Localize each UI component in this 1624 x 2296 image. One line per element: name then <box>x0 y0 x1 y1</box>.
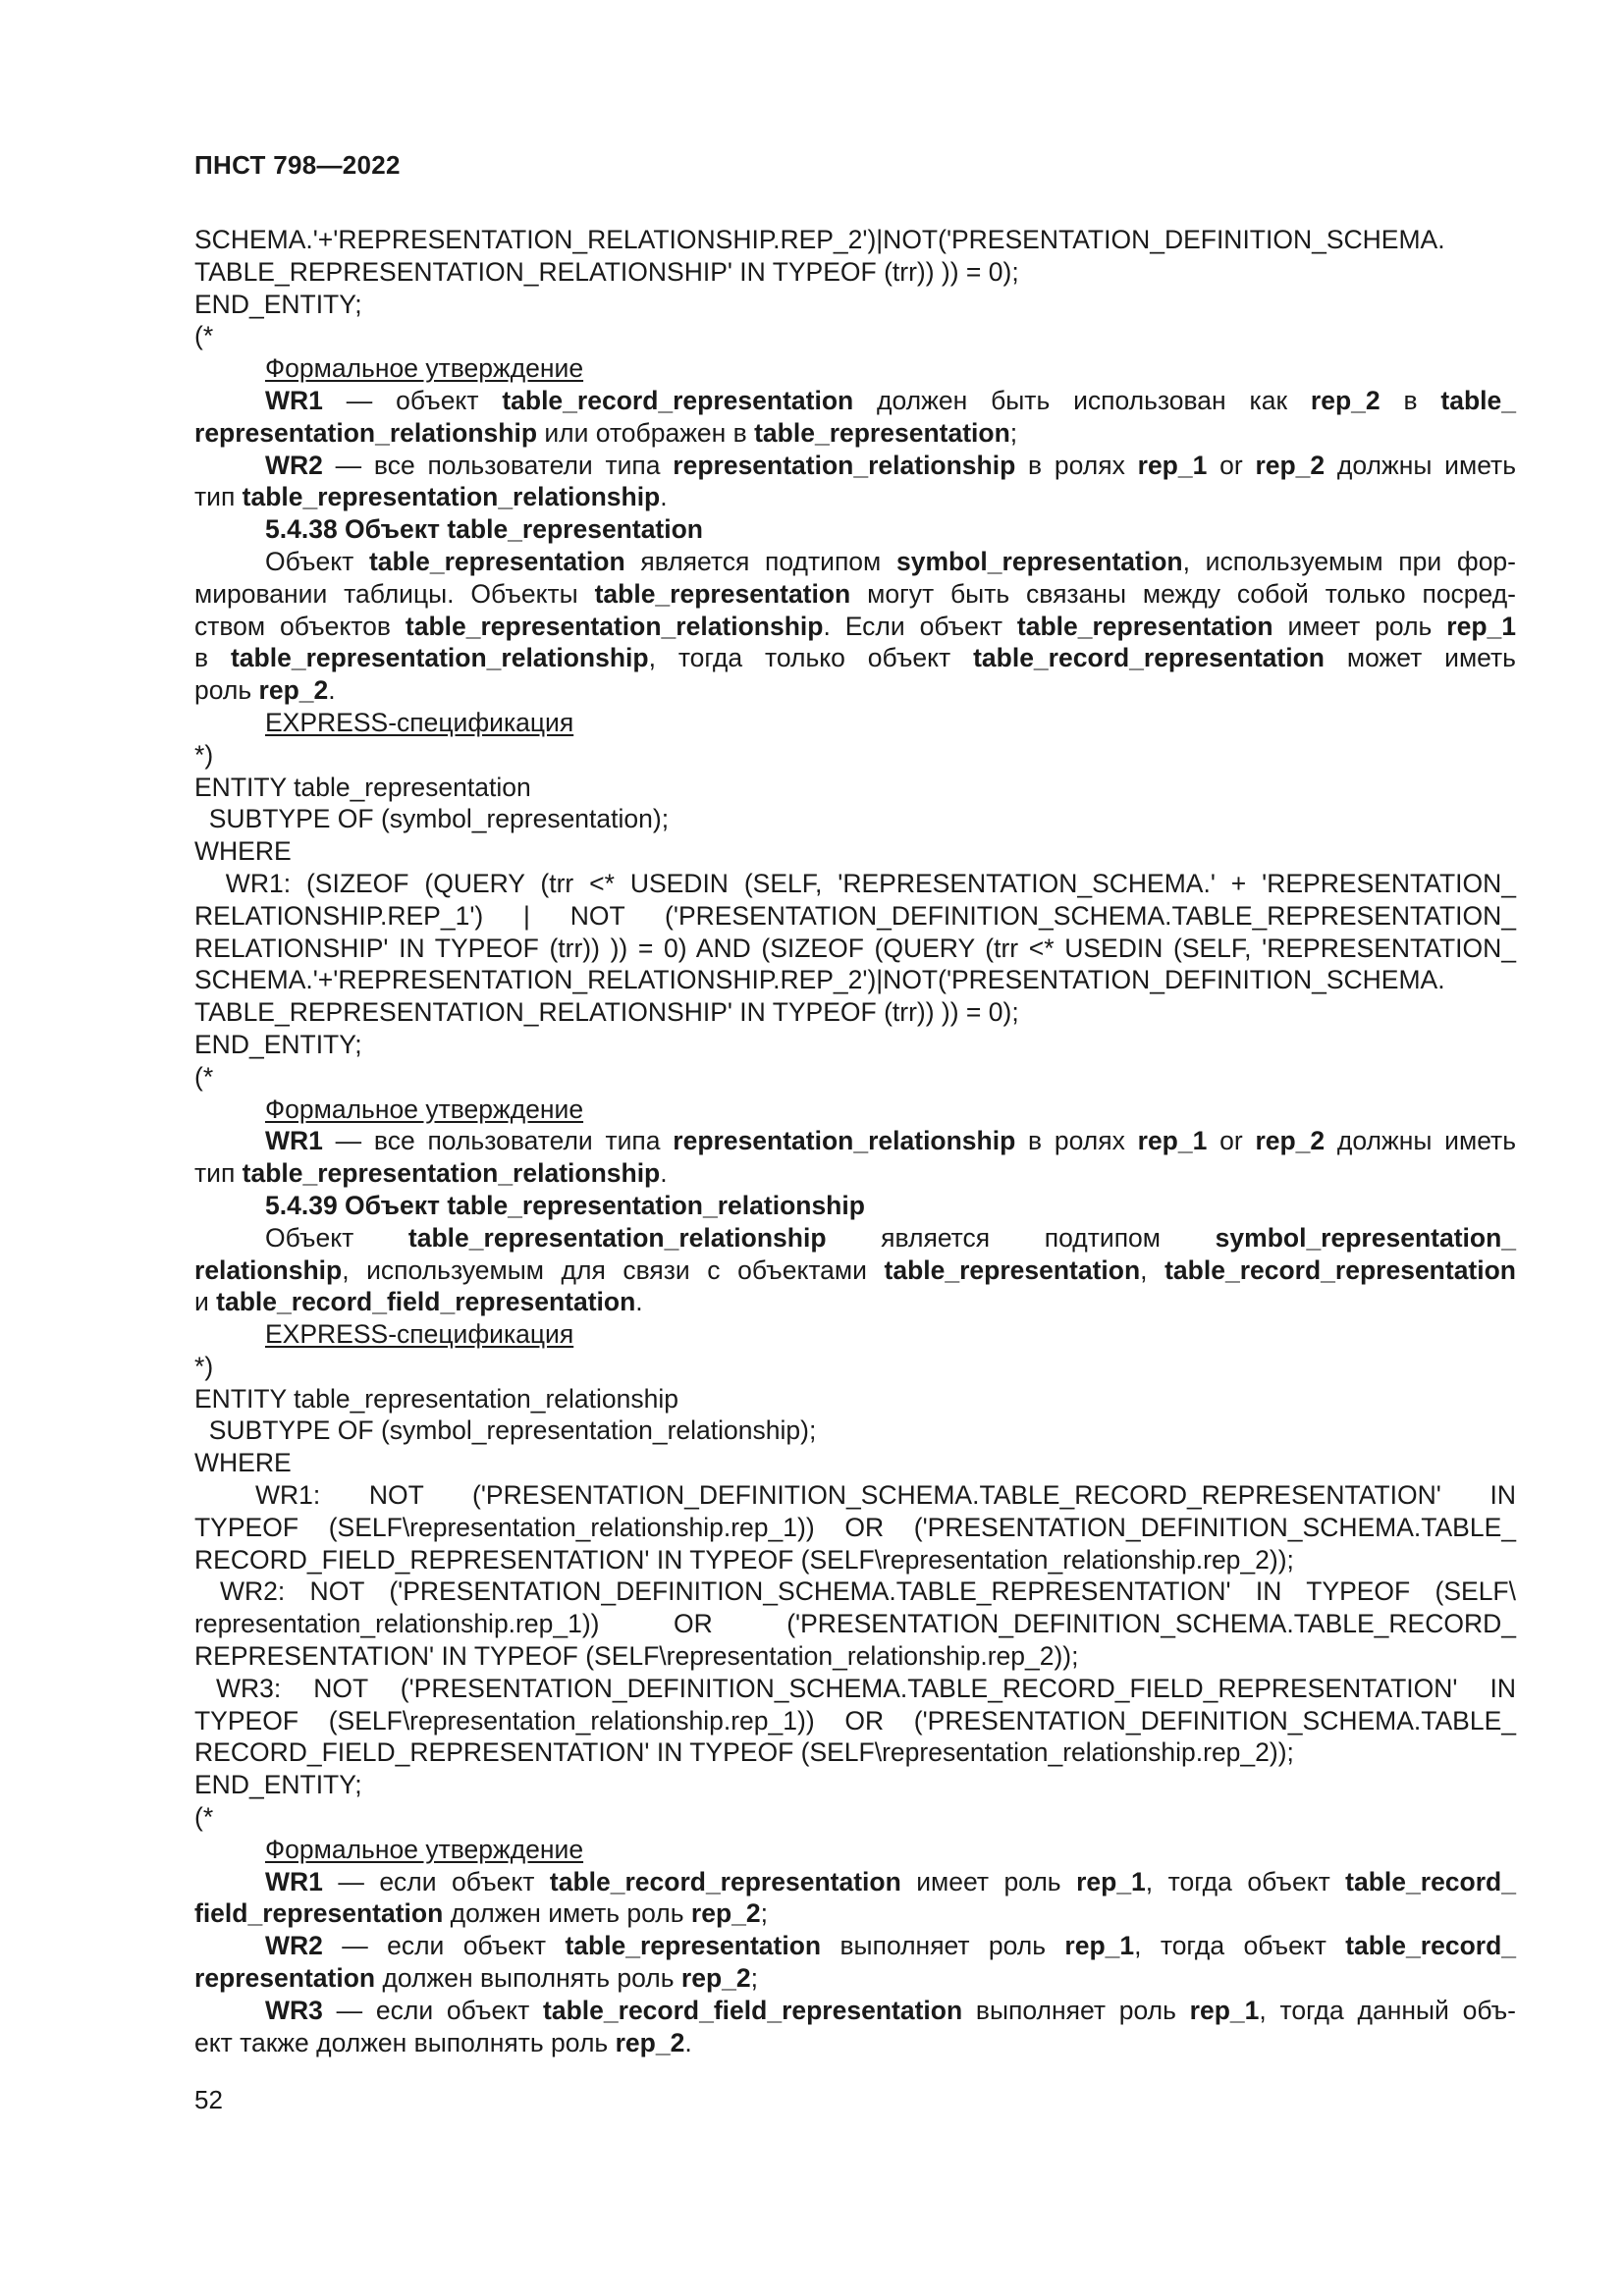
code-line: TYPEOF (SELF\representation_relationship.rep_1)) OR ('PRESENTATION_DEFINITION_SCHEMA.TABLE_ <box>194 1512 1516 1542</box>
formal-statement-heading: Формальное утверждение <box>265 1834 584 1864</box>
code-line: WHERE <box>194 836 292 867</box>
code-line: ENTITY table_representation_relationship <box>194 1383 678 1414</box>
code-line: (* <box>194 1802 214 1833</box>
rule-wr2-cont: representation должен выполнять роль rep_2; <box>194 1963 758 1994</box>
section-paragraph: роль rep_2. <box>194 675 336 706</box>
rule-wr1-cont: field_representation должен иметь роль rep_2; <box>194 1898 769 1929</box>
code-line: REPRESENTATION' IN TYPEOF (SELF\representation_relationship.rep_2)); <box>194 1641 1079 1672</box>
code-line: RECORD_FIELD_REPRESENTATION' IN TYPEOF (SELF\representation_relationship.rep_2)); <box>194 1544 1294 1575</box>
code-line: WR2: NOT ('PRESENTATION_DEFINITION_SCHEMA.TABLE_REPRESENTATION' IN TYPEOF (SELF\ <box>220 1576 1516 1607</box>
page-content <box>194 224 1516 2058</box>
code-line: RELATIONSHIP' IN TYPEOF (trr)) )) = 0) AND (SIZEOF (QUERY (trr <* USEDIN (SELF, 'REPRESENTATION_ <box>194 933 1516 963</box>
code-line: TABLE_REPRESENTATION_RELATIONSHIP' IN TYPEOF (trr)) )) = 0); <box>194 256 1019 287</box>
rule-wr3-cont: ект также должен выполнять роль rep_2. <box>194 2027 692 2057</box>
section-paragraph: мировании таблицы. Объекты table_representation могут быть связаны между собой только посред- <box>194 578 1516 609</box>
express-spec-heading: EXPRESS-спецификация <box>265 1319 574 1350</box>
section-title-5-4-38: 5.4.38 Объект table_representation <box>265 514 703 545</box>
rule-wr2: WR2 — все пользователи типа representation_relationship в ролях rep_1 or rep_2 должны иметь <box>265 450 1516 480</box>
code-line: SUBTYPE OF (symbol_representation_relationship); <box>194 1415 817 1446</box>
code-line: END_ENTITY; <box>194 1029 362 1059</box>
section-paragraph: в table_representation_relationship, тогда только объект table_record_representation может иметь <box>194 643 1516 673</box>
code-line: *) <box>194 739 214 770</box>
rule-wr2-cont: тип table_representation_relationship. <box>194 482 668 512</box>
express-spec-heading: EXPRESS-спецификация <box>265 707 574 737</box>
section-title-5-4-39: 5.4.39 Объект table_representation_relationship <box>265 1190 865 1220</box>
code-line: WR1: (SIZEOF (QUERY (trr <* USEDIN (SELF, 'REPRESENTATION_SCHEMA.' + 'REPRESENTATION_ <box>194 868 1516 898</box>
code-line: WHERE <box>194 1448 292 1478</box>
rule-wr1-cont: тип table_representation_relationship. <box>194 1158 668 1189</box>
code-line: END_ENTITY; <box>194 1770 362 1800</box>
document-id-header: ПНСТ 798—2022 <box>194 150 401 180</box>
code-line: TYPEOF (SELF\representation_relationship.rep_1)) OR ('PRESENTATION_DEFINITION_SCHEMA.TABLE_ <box>194 1705 1516 1735</box>
rule-wr1-cont: representation_relationship или отображен в table_representation; <box>194 417 1018 448</box>
code-line: WR3: NOT ('PRESENTATION_DEFINITION_SCHEMA.TABLE_RECORD_FIELD_REPRESENTATION' IN <box>216 1673 1516 1703</box>
rule-wr1: WR1 — объект table_record_representation должен быть использован как rep_2 в table_ <box>265 385 1516 415</box>
rule-wr1: WR1 — все пользователи типа representation_relationship в ролях rep_1 or rep_2 должны иметь <box>265 1126 1516 1156</box>
section-paragraph: relationship, используемым для связи с объектами table_representation, table_record_representation <box>194 1255 1516 1285</box>
page-number: 52 <box>194 2085 223 2114</box>
section-paragraph: ством объектов table_representation_relationship. Если объект table_representation имеет роль rep_1 <box>194 611 1516 641</box>
code-line: (* <box>194 321 214 351</box>
code-line: RECORD_FIELD_REPRESENTATION' IN TYPEOF (SELF\representation_relationship.rep_2)); <box>194 1737 1294 1768</box>
code-line: WR1: NOT ('PRESENTATION_DEFINITION_SCHEMA.TABLE_RECORD_REPRESENTATION' IN <box>255 1480 1516 1511</box>
code-line: SCHEMA.'+'REPRESENTATION_RELATIONSHIP.REP_2')|NOT('PRESENTATION_DEFINITION_SCHEMA. <box>194 965 1445 995</box>
rule-wr2: WR2 — если объект table_representation выполняет роль rep_1, тогда объект table_record_ <box>265 1931 1516 1961</box>
code-line: ENTITY table_representation <box>194 772 531 802</box>
section-paragraph: Объект table_representation является подтипом symbol_representation, используемым при фор- <box>265 546 1516 576</box>
code-line: TABLE_REPRESENTATION_RELATIONSHIP' IN TYPEOF (trr)) )) = 0); <box>194 997 1019 1028</box>
formal-statement-heading: Формальное утверждение <box>265 1094 584 1124</box>
code-line: RELATIONSHIP.REP_1') | NOT ('PRESENTATION_DEFINITION_SCHEMA.TABLE_REPRESENTATION_ <box>194 900 1516 931</box>
code-line: SUBTYPE OF (symbol_representation); <box>194 804 670 834</box>
section-paragraph: и table_record_field_representation. <box>194 1287 643 1317</box>
code-line: representation_relationship.rep_1)) OR ('PRESENTATION_DEFINITION_SCHEMA.TABLE_RECORD_ <box>194 1609 1516 1639</box>
code-line: END_ENTITY; <box>194 289 362 319</box>
section-paragraph: Объект table_representation_relationship является подтипом symbol_representation_ <box>265 1222 1517 1253</box>
rule-wr1: WR1 — если объект table_record_representation имеет роль rep_1, тогда объект table_record_ <box>265 1866 1516 1896</box>
code-line: *) <box>194 1351 214 1381</box>
formal-statement-heading: Формальное утверждение <box>265 353 584 384</box>
rule-wr3: WR3 — если объект table_record_field_representation выполняет роль rep_1, тогда данный объ- <box>265 1995 1517 2025</box>
code-line: (* <box>194 1061 214 1092</box>
code-line: SCHEMA.'+'REPRESENTATION_RELATIONSHIP.REP_2')|NOT('PRESENTATION_DEFINITION_SCHEMA. <box>194 225 1445 254</box>
